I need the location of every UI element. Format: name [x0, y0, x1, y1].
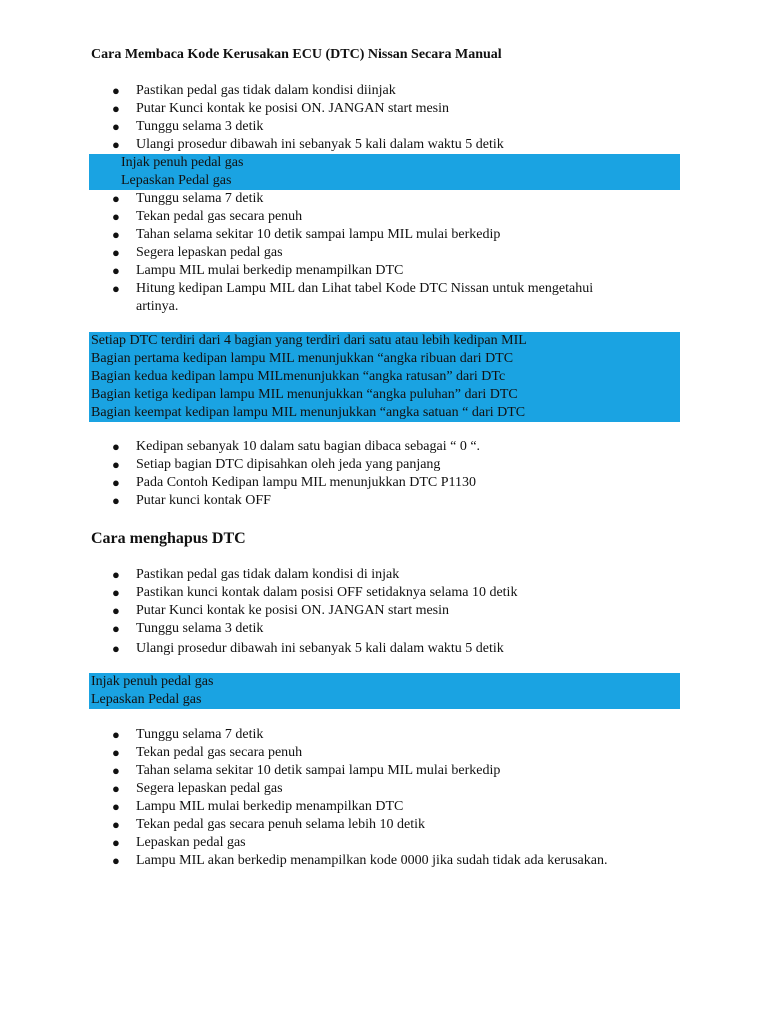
list-item: ● Pastikan pedal gas tidak dalam kondisi di injak [112, 567, 400, 582]
bullet-icon: ● [112, 475, 120, 490]
list-item: ● Lampu MIL mulai berkedip menampilkan DTC [112, 263, 404, 278]
list-item: ● Putar Kunci kontak ke posisi ON. JANGAN start mesin [112, 603, 450, 618]
bullet-icon: ● [112, 227, 120, 242]
list-item: ● Kedipan sebanyak 10 dalam satu bagian dibaca sebagai “ 0 “. [112, 439, 481, 454]
bullet-icon: ● [112, 567, 120, 582]
list-item: ● Ulangi prosedur dibawah ini sebanyak 5 kali dalam waktu 5 detik [112, 641, 504, 656]
list-item: ● Tunggu selama 7 detik [112, 727, 264, 742]
band-line: Setiap DTC terdiri dari 4 bagian yang terdiri dari satu atau lebih kedipan MIL [91, 333, 527, 348]
band-line: Lepaskan Pedal gas [91, 692, 202, 707]
band-line: Bagian keempat kedipan lampu MIL menunjukkan “angka satuan “ dari DTC [91, 405, 526, 420]
list-item: ● Tekan pedal gas secara penuh [112, 209, 303, 224]
list-item-continuation: artinya. [136, 299, 179, 314]
band-line: Bagian ketiga kedipan lampu MIL menunjukkan “angka puluhan” dari DTC [91, 387, 518, 402]
bullet-icon: ● [112, 745, 120, 760]
bullet-icon: ● [112, 281, 120, 296]
bullet-icon: ● [112, 817, 120, 832]
list-item: ● Pastikan pedal gas tidak dalam kondisi diinjak [112, 83, 396, 98]
band-line: Bagian pertama kedipan lampu MIL menunjukkan “angka ribuan dari DTC [91, 351, 514, 366]
bullet-icon: ● [112, 137, 120, 152]
bullet-icon: ● [112, 621, 120, 636]
read-steps-list [0, 82, 636, 154]
band-line: Bagian kedua kedipan lampu MILmenunjukkan “angka ratusan” dari DTc [91, 369, 506, 384]
list-item: ● Segera lepaskan pedal gas [112, 245, 283, 260]
list-item: ● Segera lepaskan pedal gas [112, 781, 283, 796]
list-item: ● Tekan pedal gas secara penuh [112, 745, 303, 760]
erase-steps-list-2 [0, 726, 696, 870]
bullet-icon: ● [112, 439, 120, 454]
list-item: ● Lampu MIL akan berkedip menampilkan kode 0000 jika sudah tidak ada kerusakan. [112, 853, 608, 868]
bullet-icon: ● [112, 781, 120, 796]
highlight-band-pedal-2 [89, 673, 680, 709]
list-item: ● Ulangi prosedur dibawah ini sebanyak 5 kali dalam waktu 5 detik [112, 137, 504, 152]
list-item: ● Tunggu selama 3 detik [112, 621, 264, 636]
list-item: ● Lampu MIL mulai berkedip menampilkan DTC [112, 799, 404, 814]
bullet-icon: ● [112, 835, 120, 850]
bullet-icon: ● [112, 763, 120, 778]
list-item: ● Pada Contoh Kedipan lampu MIL menunjukkan DTC P1130 [112, 475, 476, 490]
document-title: Cara Membaca Kode Kerusakan ECU (DTC) Nissan Secara Manual [91, 47, 502, 62]
bullet-icon: ● [112, 191, 120, 206]
band-line: Injak penuh pedal gas [91, 674, 214, 689]
list-item: ● Tahan selama sekitar 10 detik sampai lampu MIL mulai berkedip [112, 227, 501, 242]
bullet-icon: ● [112, 457, 120, 472]
bullet-icon: ● [112, 493, 120, 508]
bullet-icon: ● [112, 641, 120, 656]
list-item: ● Tunggu selama 3 detik [112, 119, 264, 134]
list-item: ● Setiap bagian DTC dipisahkan oleh jeda yang panjang [112, 457, 441, 472]
list-item: ● Hitung kedipan Lampu MIL dan Lihat tabel Kode DTC Nissan untuk mengetahui [112, 281, 594, 296]
list-item: ● Lepaskan pedal gas [112, 835, 246, 850]
highlight-band-dtc-info [89, 332, 680, 422]
bullet-icon: ● [112, 101, 120, 116]
bullet-icon: ● [112, 245, 120, 260]
bullet-icon: ● [112, 119, 120, 134]
bullet-icon: ● [112, 585, 120, 600]
list-item: ● Pastikan kunci kontak dalam posisi OFF setidaknya selama 10 detik [112, 585, 518, 600]
list-item: ● Tunggu selama 7 detik [112, 191, 264, 206]
read-steps-list-2 [0, 190, 636, 316]
list-item: ● Tahan selama sekitar 10 detik sampai lampu MIL mulai berkedip [112, 763, 501, 778]
bullet-icon: ● [112, 263, 120, 278]
band-line: Injak penuh pedal gas [121, 155, 244, 170]
list-item: ● Putar kunci kontak OFF [112, 493, 271, 508]
erase-steps-list [0, 566, 636, 658]
list-item: ● Tekan pedal gas secara penuh selama lebih 10 detik [112, 817, 426, 832]
list-item: ● Putar Kunci kontak ke posisi ON. JANGAN start mesin [112, 101, 450, 116]
dtc-notes-list [0, 438, 636, 510]
band-line: Lepaskan Pedal gas [121, 173, 232, 188]
bullet-icon: ● [112, 799, 120, 814]
highlight-band-pedal [89, 154, 680, 190]
bullet-icon: ● [112, 83, 120, 98]
bullet-icon: ● [112, 209, 120, 224]
section-heading-erase: Cara menghapus DTC [91, 530, 246, 547]
bullet-icon: ● [112, 727, 120, 742]
bullet-icon: ● [112, 603, 120, 618]
bullet-icon: ● [112, 853, 120, 868]
